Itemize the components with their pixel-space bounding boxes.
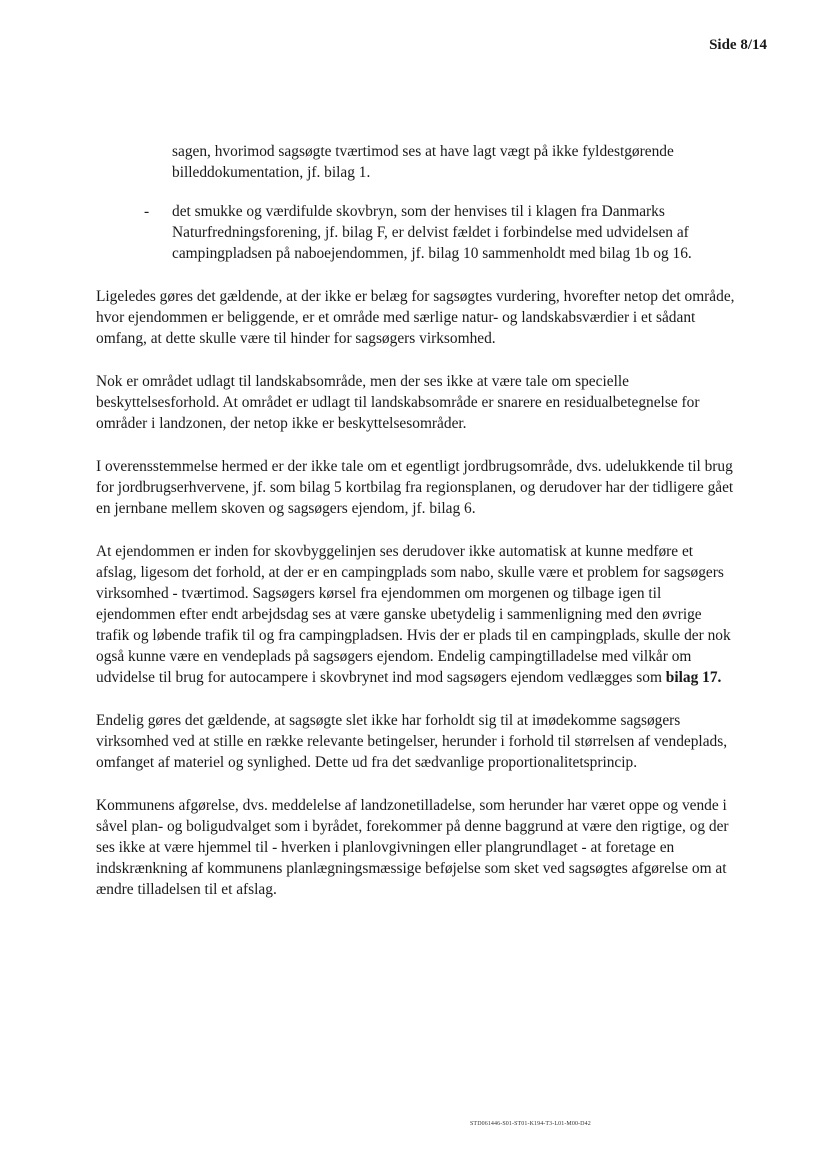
- paragraph-bilag-17: [96, 541, 736, 688]
- bullet-item: [96, 201, 736, 264]
- document-body: [96, 141, 736, 922]
- continuation-paragraph: sagen, hvorimod sagsøgte tværtimod ses at have lagt vægt på ikke fyldestgørende billeddokumentation, jf. bilag 1.: [172, 143, 674, 181]
- paragraph: Endelig gøres det gældende, at sagsøgte slet ikke har forholdt sig til at imødekomme sagsøgers virksomhed ved at stille en række relevante betingelser, herunder i forhold til størrelsen af vendeplads, omfanget af materiel og synlighed. Dette ud fra det sædvanlige proportionalitetsprincip.: [96, 712, 728, 771]
- paragraph: Kommunens afgørelse, dvs. meddelelse af landzonetilladelse, som herunder har været oppe og vende i såvel plan- og boligudvalget som i byrådet, forekommer på denne baggrund at være den rigtige, og der ses ikke at være hjemmel til - hverken i planlovgivningen eller plangrundlaget - at foretage en indskrænkning af kommunens planlægningsmæssige beføjelse som sket ved sagsøgtes afgørelse om at ændre tilladelsen til et afslag.: [96, 797, 729, 898]
- page-number: Side 8/14: [709, 37, 767, 53]
- bullet-marker: -: [144, 203, 150, 220]
- bilag-reference: bilag 17.: [665, 669, 722, 686]
- paragraph: Ligeledes gøres det gældende, at der ikke er belæg for sagsøgtes vurdering, hvorefter netop det område, hvor ejendommen er beliggende, er et område med særlige natur- og landskabsværdier i et sådant omfang, at dette skulle være til hinder for sagsøgers virksomhed.: [96, 288, 735, 347]
- paragraph-text: At ejendommen er inden for skovbyggelinjen ses derudover ikke automatisk at kunne medføre et afslag, ligesom det forhold, at der er en campingplads som nabo, skulle være et problem for sagsøgers virksomhed - tværtimod. Sagsøgers kørsel fra ejendommen om morgenen og tilbage igen til ejendommen efter endt arbejdsdag ses at være ganske ubetydelig i sammenligning med den øvrige trafik og løbende trafik til og fra campingpladsen. Hvis der er plads til en campingplads, skulle der nok også kunne være en vendeplads på sagsøgers ejendom. Endelig campingtilladelse med vilkår om udvidelse til brug for autocampere i skovbrynet ind mod sagsøgers ejendom vedlægges som: [96, 543, 731, 686]
- paragraph: Nok er området udlagt til landskabsområde, men der ses ikke at være tale om specielle beskyttelsesforhold. At området er udlagt til landskabsområde er snarere en residualbetegnelse for områder i landzonen, der netop ikke er beskyttelsesområder.: [96, 373, 700, 432]
- paragraph: I overensstemmelse hermed er der ikke tale om et egentligt jordbrugsområde, dvs. udelukkende til brug for jordbrugserhvervene, jf. som bilag 5 kortbilag fra regionsplanen, og derudover har der tidligere gået en jernbane mellem skoven og sagsøgers ejendom, jf. bilag 6.: [96, 458, 734, 517]
- document-code: STD061446-S01-ST01-K194-T3-L01-M00-D42: [470, 1121, 591, 1127]
- bullet-text: det smukke og værdifulde skovbryn, som der henvises til i klagen fra Danmarks Naturfredningsforening, jf. bilag F, er delvist fældet i forbindelse med udvidelsen af campingpladsen på naboejendommen, jf. bilag 10 sammenholdt med bilag 1b og 16.: [172, 203, 692, 262]
